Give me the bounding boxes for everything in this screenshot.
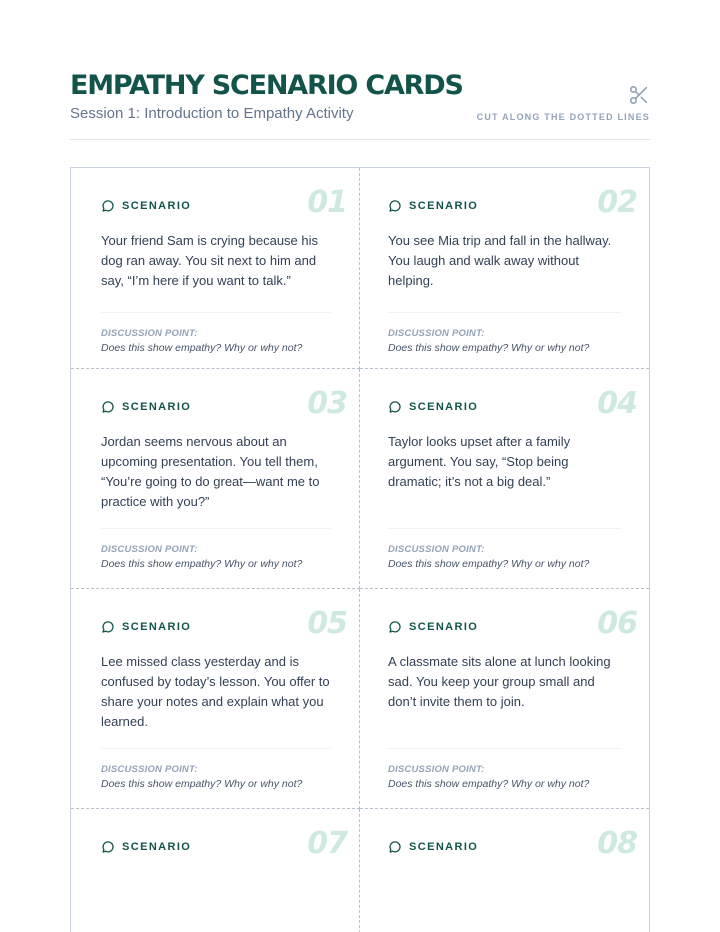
cut-instruction: CUT ALONG THE DOTTED LINES (476, 112, 650, 122)
speech-bubble-icon (101, 620, 115, 634)
scenario-card-05 (71, 589, 360, 809)
speech-bubble-icon (388, 840, 402, 854)
discussion-label: DISCUSSION POINT: (101, 328, 198, 339)
scenario-label: SCENARIO (122, 841, 192, 853)
page-header (70, 70, 650, 140)
page-title: EMPATHY SCENARIO CARDS (70, 70, 463, 101)
card-sheet (70, 167, 650, 932)
discussion-label: DISCUSSION POINT: (388, 764, 485, 775)
scenario-text: Taylor looks upset after a family argument. You say, “Stop being dramatic; it’s not a big deal.” (388, 434, 571, 489)
card-number: 02 (597, 185, 637, 220)
scenario-tag (101, 619, 331, 635)
scenario-label: SCENARIO (409, 621, 479, 633)
divider (101, 528, 331, 529)
discussion-label: DISCUSSION POINT: (101, 764, 198, 775)
discussion-question: Does this show empathy? Why or why not? (101, 558, 303, 570)
scenario-tag (101, 198, 331, 214)
card-number: 01 (307, 185, 347, 220)
scenario-label: SCENARIO (122, 401, 192, 413)
scenario-text: You see Mia trip and fall in the hallway. You laugh and walk away without helping. (388, 233, 612, 288)
discussion-question: Does this show empathy? Why or why not? (101, 778, 303, 790)
divider (388, 748, 621, 749)
scenario-card-03 (71, 369, 360, 589)
scenario-text: Lee missed class yesterday and is confused by today’s lesson. You offer to share your notes and explain what you learned. (101, 654, 330, 729)
scenario-card-02 (360, 168, 649, 369)
speech-bubble-icon (101, 400, 115, 414)
scenario-text: Jordan seems nervous about an upcoming presentation. You tell them, “You’re going to do great—want me to practice with you?” (101, 434, 320, 509)
scenario-tag (101, 839, 331, 855)
scenario-tag (388, 198, 621, 214)
scenario-card-07 (71, 809, 360, 932)
scenario-label: SCENARIO (409, 401, 479, 413)
card-number: 04 (597, 386, 637, 421)
card-number: 05 (307, 606, 347, 641)
discussion-label: DISCUSSION POINT: (388, 328, 485, 339)
speech-bubble-icon (101, 199, 115, 213)
speech-bubble-icon (101, 840, 115, 854)
scenario-card-01 (71, 168, 360, 369)
scenario-tag (388, 839, 621, 855)
divider (388, 528, 621, 529)
scenario-text: Your friend Sam is crying because his dog ran away. You sit next to him and say, “I’m here if you want to talk.” (101, 233, 319, 288)
discussion-question: Does this show empathy? Why or why not? (388, 342, 590, 354)
discussion-question: Does this show empathy? Why or why not? (388, 558, 590, 570)
divider (388, 312, 621, 313)
scissors-icon (628, 84, 650, 106)
divider (101, 312, 331, 313)
card-number: 03 (307, 386, 347, 421)
speech-bubble-icon (388, 199, 402, 213)
scenario-label: SCENARIO (409, 841, 479, 853)
discussion-question: Does this show empathy? Why or why not? (101, 342, 303, 354)
scenario-label: SCENARIO (409, 200, 479, 212)
scenario-text: A classmate sits alone at lunch looking sad. You keep your group small and don’t invite them to join. (388, 654, 611, 709)
scenario-card-06 (360, 589, 649, 809)
scenario-tag (388, 399, 621, 415)
discussion-label: DISCUSSION POINT: (388, 544, 485, 555)
scenario-card-08 (360, 809, 649, 932)
card-number: 08 (597, 826, 637, 861)
page-subtitle: Session 1: Introduction to Empathy Activity (70, 105, 354, 122)
discussion-label: DISCUSSION POINT: (101, 544, 198, 555)
scenario-label: SCENARIO (122, 621, 192, 633)
scenario-card-04 (360, 369, 649, 589)
divider (101, 748, 331, 749)
speech-bubble-icon (388, 620, 402, 634)
scenario-tag (388, 619, 621, 635)
discussion-question: Does this show empathy? Why or why not? (388, 778, 590, 790)
speech-bubble-icon (388, 400, 402, 414)
scenario-label: SCENARIO (122, 200, 192, 212)
scenario-tag (101, 399, 331, 415)
card-number: 07 (307, 826, 347, 861)
card-grid (71, 168, 649, 932)
card-number: 06 (597, 606, 637, 641)
